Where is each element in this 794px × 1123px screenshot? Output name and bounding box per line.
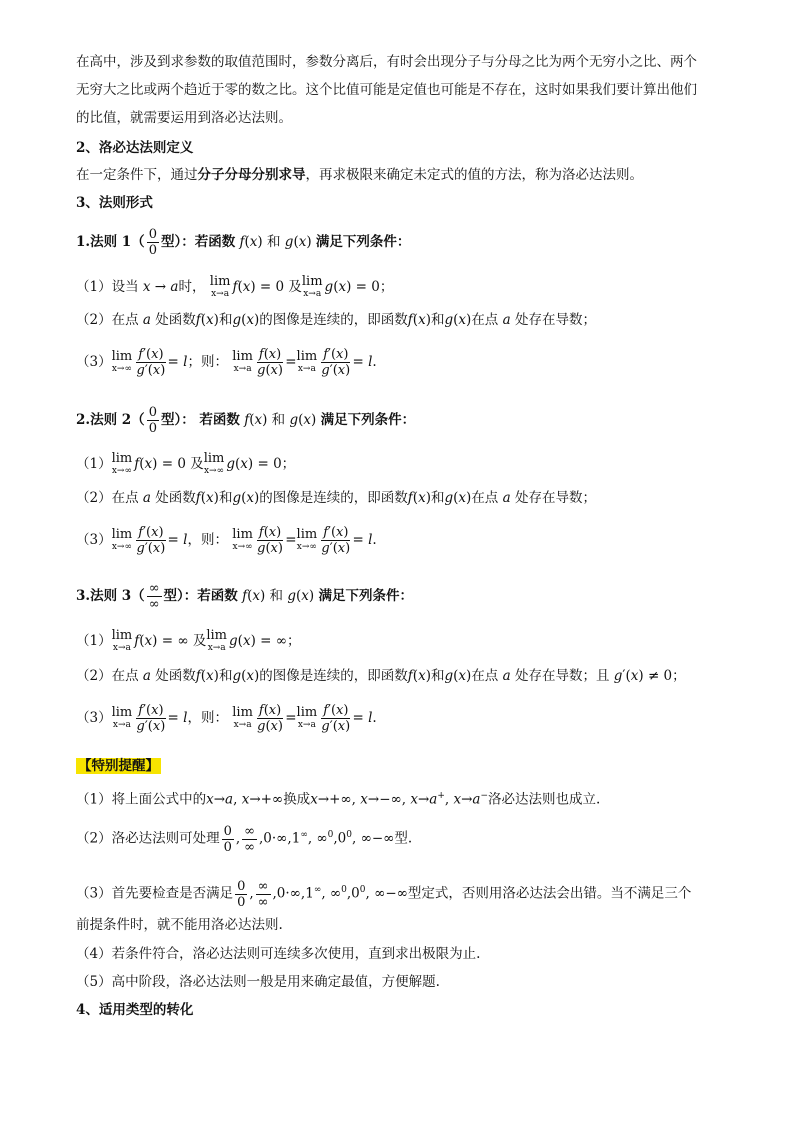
reminder-4: （4）若条件符合，洛必达法则可连续多次使用，直到求出极限为止. — [76, 946, 481, 962]
intro-line-2: 无穷大之比或两个趋近于零的数之比。这个比值可能是定值也可能是不存在，这时如果我们要计算出他们 — [76, 82, 697, 98]
section-3-heading: 3、法则形式 — [76, 195, 153, 211]
section-2-heading: 2、洛必达法则定义 — [76, 140, 194, 156]
section-4-heading: 4、适用类型的转化 — [76, 1002, 194, 1018]
rule-3-title: 3.法则 3（ $\frac{\infty}{\infty}$ 型）：若函数 f(x) 和 g(x) 满足下列条件： — [76, 581, 413, 612]
reminder-5: （5）高中阶段，洛必达法则一般是用来确定最值，方便解题. — [76, 974, 440, 990]
reminder-1: （1）将上面公式中的x→a, x→+∞换成x→+∞, x→−∞, x→a+, x→a−洛必达法则也成立. — [76, 791, 601, 808]
reminder-3-cont: 前提条件时，就不能用洛必达法则. — [76, 917, 283, 933]
definition-emphasis: 分子分母分别求导 — [197, 167, 306, 183]
definition-paragraph: 在一定条件下，通过分子分母分别求导，再求极限来确定未定式的值的方法，称为洛必达法则。 — [76, 167, 643, 183]
rule-2-title: 2.法则 2（ $\frac{0}{0}$ 型）： 若函数 f(x) 和 g(x) 满足下列条件： — [76, 405, 416, 436]
intro-line-3: 的比值，就需要运用到洛必达法则。 — [76, 110, 292, 126]
rule-1-title: 1.法则 1（ $\frac{0}{0}$ 型）：若函数 f(x) 和 g(x) 满足下列条件： — [76, 227, 411, 258]
rule-1-condition-1: （1）设当 x → a时， lim x→a f(x) = 0 及 lim x→a g(x) = 0； — [76, 273, 394, 299]
rule-3-condition-1: （1） lim x→a f(x) = ∞ 及 lim x→a g(x) = ∞； — [76, 627, 301, 653]
rule-3-condition-2: （2）在点 a 处函数f(x)和g(x)的图像是连续的，即函数f(x)和g(x)在点 a 处存在导数；且 g′(x) ≠ 0； — [76, 668, 686, 684]
rule-2-condition-2: （2）在点 a 处函数f(x)和g(x)的图像是连续的，即函数f(x)和g(x)在点 a 处存在导数； — [76, 490, 596, 506]
zero-over-zero: $\frac{0}{0}$ — [148, 227, 157, 258]
reminder-2: （2）洛必达法则可处理 $\frac{0}{0}$ , $\frac{\infty}{\infty}$ ,0·∞,1∞, $\infty^0,0^0$, ∞−∞型. — [76, 823, 413, 855]
reminder-3: （3）首先要检查是否满足 $\frac{0}{0}$ , $\frac{\infty}{\infty}$ ,0·∞,1∞, $\infty^0,0^0$, ∞−∞型定式，否则用洛必达法会出错。当不满足三个 — [76, 878, 692, 910]
rule-1-condition-2: （2）在点 a 处函数f(x)和g(x)的图像是连续的，即函数f(x)和g(x)在点 a 处存在导数； — [76, 312, 596, 328]
rule-2-condition-1: （1） lim x→∞ f(x) = 0 及 lim x→∞ g(x) = 0； — [76, 450, 296, 476]
rule-3-condition-3: （3） lim x→a $\frac{f'(x)}{g'(x)}$ = l，则： lim x→a $\frac{f(x)}{g(x)}$ = lim x→a $\frac{f'(x)}{g'(x)}$ = l. — [76, 703, 377, 734]
rule-2-condition-3: （3） lim x→∞ $\frac{f'(x)}{g'(x)}$ = l，则： lim x→∞ $\frac{f(x)}{g(x)}$ = lim x→∞ $\frac{f'(x)}{g'(x)}$ = l. — [76, 525, 377, 556]
rule-1-condition-3: （3） lim x→∞ $\frac{f'(x)}{g'(x)}$ = l；则： lim x→a $\frac{f(x)}{g(x)}$ = lim x→a $\frac{f'(x)}{g'(x)}$ = l. — [76, 347, 377, 378]
reminder-tag: 【特别提醒】 — [78, 758, 159, 774]
intro-line-1: 在高中，涉及到求参数的取值范围时，参数分离后，有时会出现分子与分母之比为两个无穷小之比、两个 — [76, 54, 697, 70]
